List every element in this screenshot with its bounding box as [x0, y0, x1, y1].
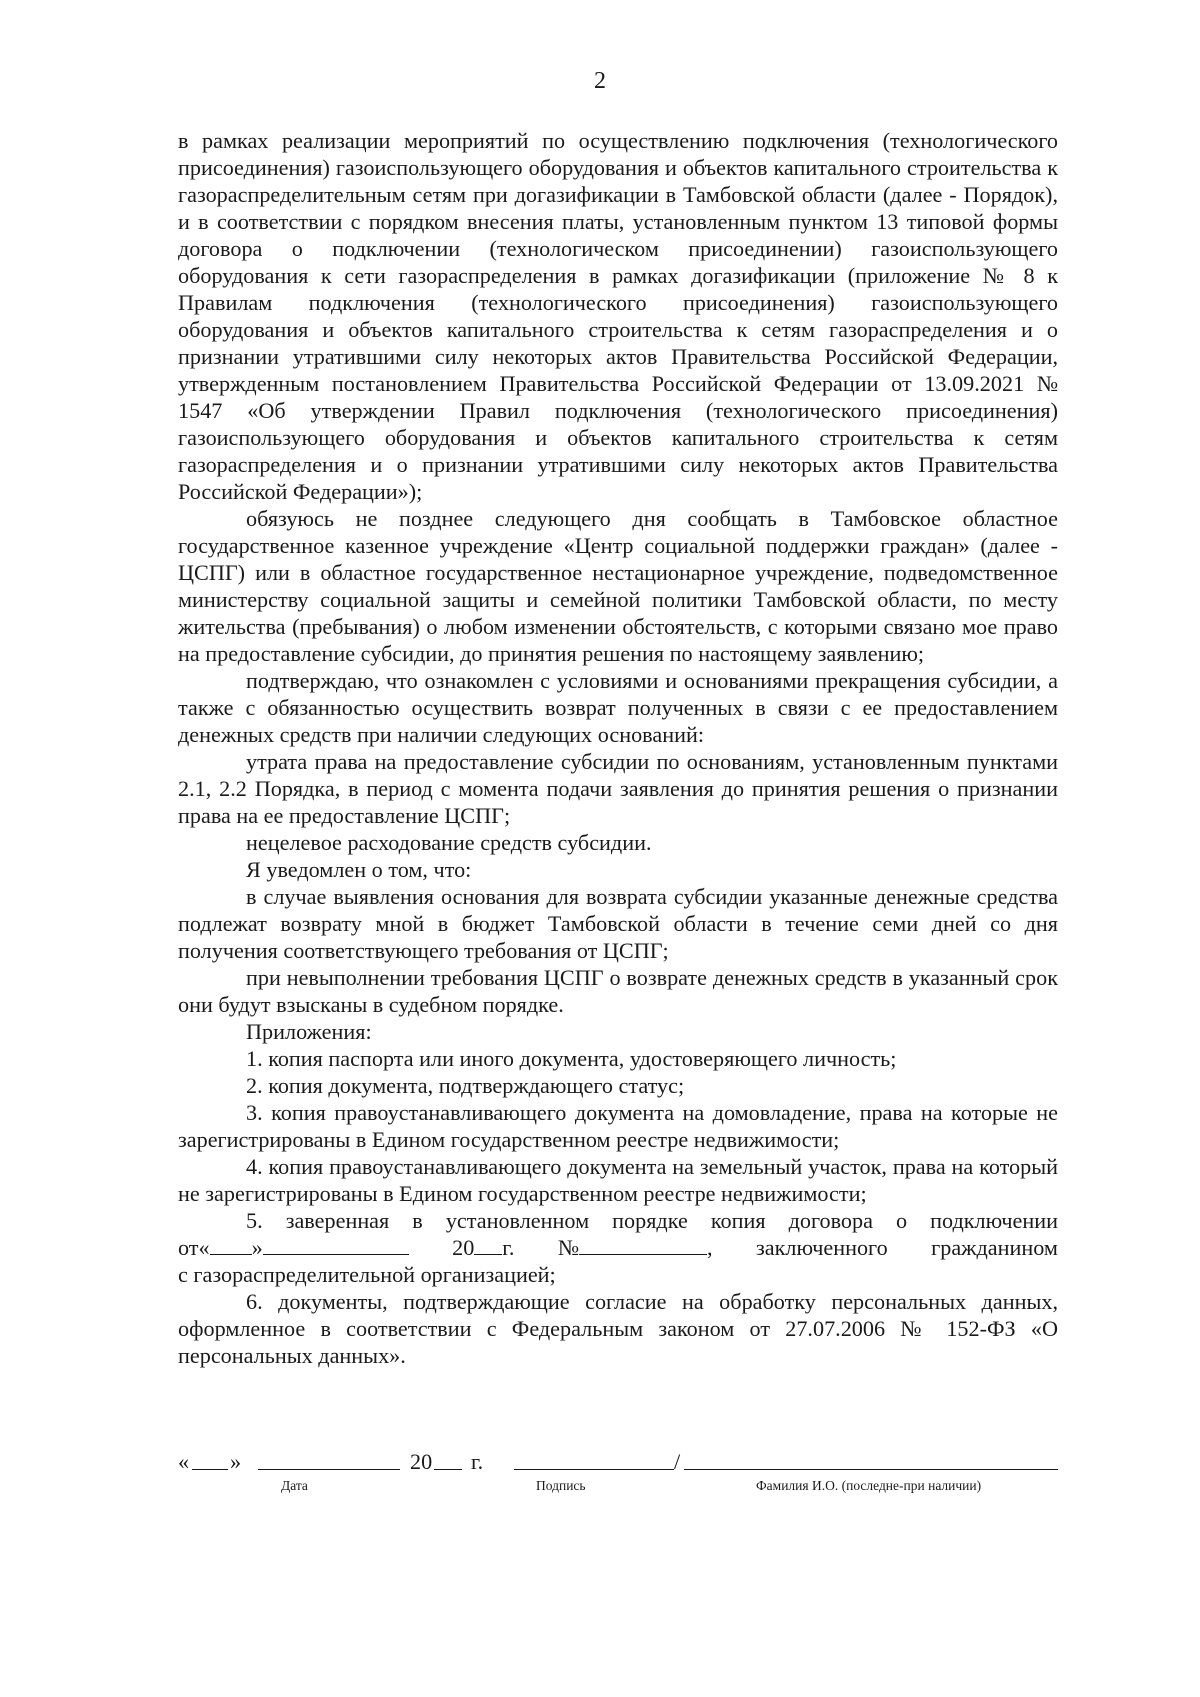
- month-blank[interactable]: [263, 1234, 409, 1255]
- contract-number-blank[interactable]: [579, 1234, 707, 1255]
- annex-item-1: 1. копия паспорта или иного документа, удостоверяющего личность;: [246, 1046, 897, 1071]
- page-number: 2: [594, 68, 606, 94]
- document-body: [178, 127, 1058, 1369]
- annex-item-2: 2. копия документа, подтверждающего статус;: [246, 1073, 685, 1098]
- annexes-heading: Приложения:: [246, 1019, 372, 1044]
- paragraph-obligation: обязуюсь не позднее следующего дня сообщать в Тамбовское областное государственное казенное учреждение «Центр социальной поддержки граждан» (далее - ЦСПГ) или в областное государственное нестационарное учреждение, подведомственное министерству социальной защиты и семейной политики Тамбовской области, по месту жительства (пребывания) о любом изменении обстоятельств, с которыми связано мое право на предоставление субсидии, до принятия решения по настоящему заявлению;: [178, 506, 1058, 666]
- caption-date: Дата: [281, 1478, 308, 1493]
- caption-signature: Подпись: [536, 1478, 586, 1493]
- annex-item-5-line1: 5. заверенная в установленном порядке копия договора о подключении: [246, 1208, 1058, 1233]
- annex-item-5-line2: [178, 1234, 1058, 1261]
- date-quote-close: »: [230, 1449, 242, 1474]
- annex-item-4: 4. копия правоустанавливающего документа на земельный участок, права на который не зарегистрированы в Едином государственном реестре недвижимости;: [178, 1154, 1058, 1206]
- date-year-blank[interactable]: [434, 1469, 462, 1470]
- date-year-prefix: 20: [410, 1449, 433, 1474]
- paragraph-confirmation: подтверждаю, что ознакомлен с условиями и основаниями прекращения субсидии, а также с обязанностью осуществить возврат полученных в связи с ее предоставлением денежных средств при наличии следующих оснований:: [178, 668, 1058, 747]
- date-month-blank[interactable]: [258, 1469, 400, 1470]
- date-day-blank[interactable]: [192, 1469, 228, 1470]
- signature-block: [178, 1448, 1058, 1498]
- signature-row: [178, 1448, 1058, 1475]
- contract-date-field[interactable]: от« »: [178, 1234, 409, 1261]
- signature-slash: /: [674, 1449, 681, 1474]
- annex-item-5: [178, 1207, 1058, 1288]
- paragraph-return: в случае выявления основания для возврата субсидии указанные денежные средства подлежат возврату мной в бюджет Тамбовской области в течение семи дней со дня получения соответствующего требования от ЦСПГ;: [178, 884, 1058, 963]
- annex-item-6: 6. документы, подтверждающие согласие на обработку персональных данных, оформленное в соответствии с Федеральным законом от 27.07.2006 № 152-ФЗ «О персональных данных».: [178, 1289, 1058, 1368]
- citizen-word: гражданином: [931, 1235, 1058, 1260]
- year-blank[interactable]: [474, 1234, 502, 1255]
- paragraph-procedure: в рамках реализации мероприятий по осуществлению подключения (технологического присоединения) газоиспользующего оборудования и объектов капитального строительства к газораспределительным сетям при догазификации в Тамбовской области (далее - Порядок), и в соответствии с порядком внесения платы, установленным пунктом 13 типовой формы договора о подключении (технологическом присоединении) газоиспользующего оборудования к сети газораспределения в рамках догазификации (приложение № 8 к Правилам подключения (технологического присоединения) газоиспользующего оборудования и объектов капитального строительства к сетям газораспределения и о признании утратившими силу некоторых актов Правительства Российской Федерации, утвержденным постановлением Правительства Российской Федерации от 13.09.2021 № 1547 «Об утверждении Правил подключения (технологического присоединения) газоиспользующего оборудования и объектов капитального строительства к сетям газораспределения и о признании утратившими силу некоторых актов Правительства Российской Федерации»);: [178, 128, 1058, 504]
- date-quote-open: «: [178, 1449, 190, 1474]
- caption-full-name: Фамилия И.О. (последне-при наличии): [756, 1478, 982, 1493]
- full-name-blank[interactable]: [684, 1469, 1058, 1470]
- annex-item-5-line3: с газораспределительной организацией;: [178, 1262, 556, 1287]
- paragraph-court: при невыполнении требования ЦСПГ о возврате денежных средств в указанный срок они будут взысканы в судебном порядке.: [178, 965, 1058, 1017]
- contract-number-field[interactable]: № ,: [557, 1235, 713, 1260]
- paragraph-ground-1: утрата права на предоставление субсидии по основаниям, установленным пунктами 2.1, 2.2 Порядка, в период с момента подачи заявления до принятия решения о признании права на ее предоставление ЦСПГ;: [178, 749, 1058, 828]
- concluded-word: заключенного: [756, 1235, 888, 1260]
- paragraph-ground-2: нецелевое расходование средств субсидии.: [246, 830, 652, 855]
- paragraph-notified: Я уведомлен о том, что:: [246, 857, 472, 882]
- contract-year-field[interactable]: 20 г.: [452, 1235, 515, 1260]
- date-year-suffix: г.: [471, 1449, 484, 1474]
- signature-blank[interactable]: [514, 1469, 674, 1470]
- annex-item-3: 3. копия правоустанавливающего документа на домовладение, права на которые не зарегистрированы в Едином государственном реестре недвижимости;: [178, 1100, 1058, 1152]
- day-blank[interactable]: [210, 1234, 252, 1255]
